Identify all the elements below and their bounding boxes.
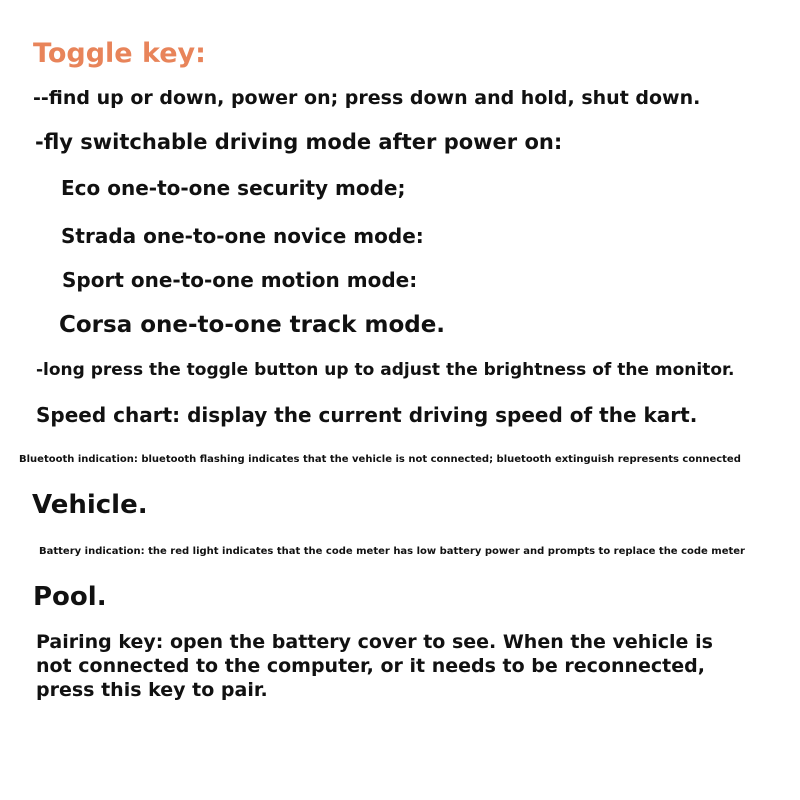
page-title: Toggle key:: [33, 38, 206, 69]
mode-sport: Sport one-to-one motion mode:: [62, 268, 418, 292]
battery-indication: Battery indication: the red light indicates that the code meter has low battery power and prompts to replace the code meter: [39, 546, 745, 557]
pairing-key-line-1: Pairing key: open the battery cover to see. When the vehicle is: [36, 631, 713, 653]
mode-eco: Eco one-to-one security mode;: [61, 176, 406, 200]
power-instruction: --find up or down, power on; press down and hold, shut down.: [33, 87, 701, 109]
mode-corsa: Corsa one-to-one track mode.: [59, 312, 446, 338]
battery-indication-continuation: Pool.: [33, 582, 107, 612]
speed-chart-description: Speed chart: display the current driving speed of the kart.: [36, 403, 698, 427]
pairing-key-line-2: not connected to the computer, or it needs to be reconnected,: [36, 655, 705, 677]
brightness-instruction: -long press the toggle button up to adjust the brightness of the monitor.: [36, 360, 735, 380]
mode-strada: Strada one-to-one novice mode:: [61, 224, 424, 248]
bluetooth-indication-continuation: Vehicle.: [32, 490, 148, 520]
modes-intro: -fly switchable driving mode after power on:: [35, 130, 563, 154]
bluetooth-indication: Bluetooth indication: bluetooth flashing indicates that the vehicle is not connected; bluetooth extinguish represents connected: [19, 454, 741, 465]
pairing-key-line-3: press this key to pair.: [36, 679, 268, 701]
